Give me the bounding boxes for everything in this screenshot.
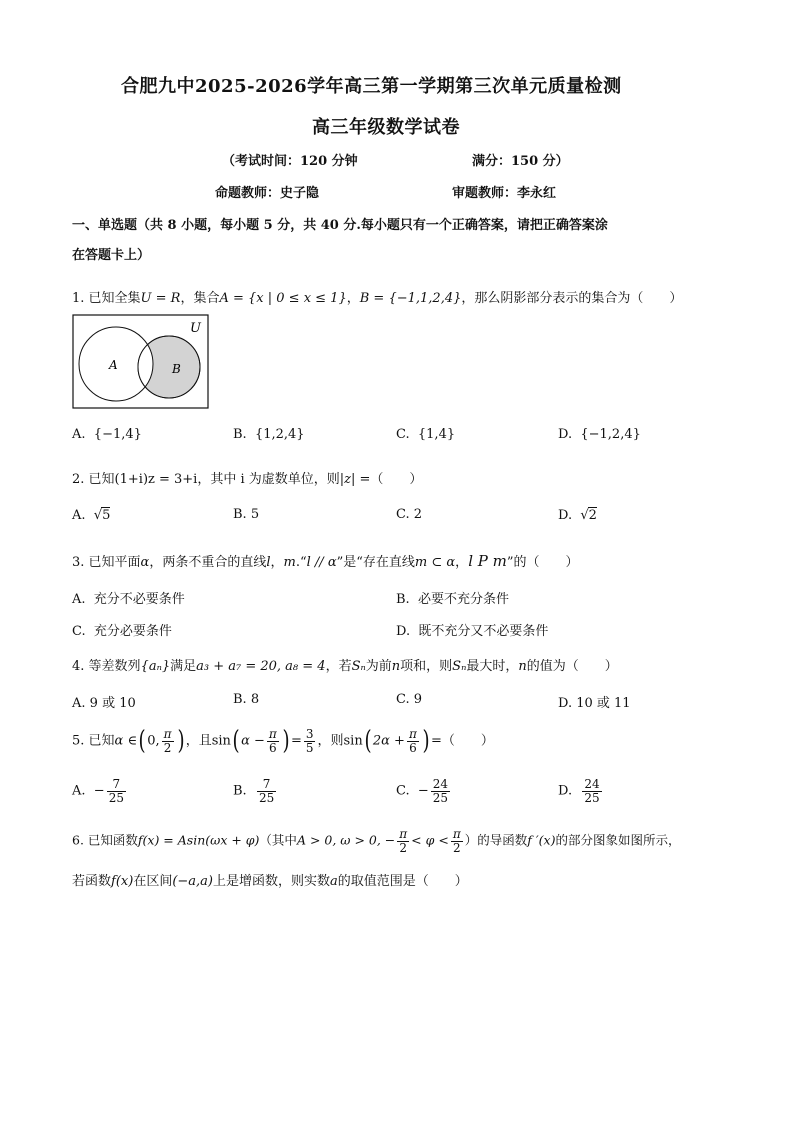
q3-option-c[interactable]: C. 充分必要条件 [72,624,172,639]
q3-condition-lpm: l P m [468,552,507,570]
q2-option-c[interactable]: C. 2 [396,507,423,522]
q4-option-b[interactable]: B. 8 [233,692,260,707]
section-heading-cont: 在答题卡上） [72,248,151,263]
question-author: 命题教师：史子隐 [215,186,320,201]
q3-option-d[interactable]: D. 既不充分又不必要条件 [396,624,549,639]
exam-subtitle: 高三年级数学试卷 [312,117,460,138]
q6-function: f(x) = Asin(ωx + φ) [137,832,260,848]
question-3: 3. 已知平面α，两条不重合的直线l，m.“l // α”是“存在直线m ⊂ α，l P m”的（ ） [72,552,579,570]
q1-option-c[interactable]: C. {1,4} [396,427,456,442]
q1-universal-set: U = R [140,291,181,306]
full-score: 满分：150 分） [472,154,569,169]
venn-label-a: A [109,358,118,372]
q1-set-a: A = {x | 0 ≤ x ≤ 1} [219,291,347,306]
q4-condition: a₃ + a₇ = 20, a₈ = 4 [196,659,326,674]
venn-label-b: B [172,362,181,376]
q1-option-b[interactable]: B. {1,2,4} [233,427,305,442]
question-6-line2: 若函数f(x)在区间(−a,a)上是增函数，则实数a的取值范围是（ ） [72,874,468,889]
section-heading: 一、单选题（共 8 小题，每小题 5 分，共 40 分.每小题只有一个正确答案，请把正确答案涂 [72,218,608,233]
q4-option-d[interactable]: D. 10 或 11 [558,696,631,711]
q4-option-a[interactable]: A. 9 或 10 [72,696,136,711]
question-reviewer: 审题教师：李永红 [452,186,557,201]
q2-option-b[interactable]: B. 5 [233,507,260,522]
q3-condition-subset: m ⊂ α [414,555,456,570]
q5-option-a[interactable]: A. − $\frac{7}{25}$ [72,777,124,805]
q5-option-b[interactable]: B. $\frac{7}{25}$ [233,777,275,805]
q2-abs-z: |z| = [339,472,371,487]
question-1 [72,287,682,306]
venn-label-u: U [190,321,201,336]
q5-option-c[interactable]: C. − $\frac{24}{25}$ [396,777,449,805]
q5-option-d[interactable]: D. $\frac{24}{25}$ [558,777,600,805]
q3-option-a[interactable]: A. 充分不必要条件 [72,592,185,607]
exam-title: 合肥九中2025-2026学年高三第一学期第三次单元质量检测 [121,76,622,97]
q4-sequence: {aₙ} [140,659,171,674]
question-4: 4. 等差数列{aₙ}满足a₃ + a₇ = 20, a₈ = 4，若Sₙ为前n项和，则Sₙ最大时，n的值为（ ） [72,659,618,674]
q1-option-a[interactable]: A. {−1,4} [72,427,142,442]
question-6: 6. 已知函数f(x) = Asin(ωx + φ)（其中A > 0, ω > 0, − $\frac{\pi}{2}$ < φ < $\frac{\pi}{2}$ ）的导函数f ′(x)的部分图象如图所示， [72,827,681,855]
q1-sep: ， [346,291,360,306]
q1-option-d[interactable]: D. {−1,2,4} [558,427,641,442]
q4-option-c[interactable]: C. 9 [396,692,423,707]
q1-suffix: ，那么阴影部分表示的集合为（ ） [461,291,683,306]
q1-prefix: 1. 已知全集 [72,291,141,306]
q3-option-b[interactable]: B. 必要不充分条件 [396,592,509,607]
question-5: 5. 已知α ∈( 0, $\frac{\pi}{2}$ ) ，且sin( α − $\frac{\pi}{6}$ ) = $\frac{3}{5}$ ，则sin( 2α + $\frac{\pi}{6}$ ) =（ ） [72,726,494,757]
q1-set-b: B = {−1,1,2,4} [359,291,462,306]
q1-mid: ，集合 [180,291,220,306]
q2-option-d[interactable]: D. √2 [558,508,597,523]
q2-equation: (1+i)z = 3+i [114,472,198,487]
venn-diagram [72,314,210,410]
q3-condition-parallel: l // α [306,555,337,570]
question-2: 2. 已知(1+i)z = 3+i，其中 i 为虚数单位，则|z| =（ ） [72,472,423,487]
exam-time: （考试时间：120 分钟 [222,154,358,169]
q2-option-a[interactable]: A. √5 [72,508,111,523]
